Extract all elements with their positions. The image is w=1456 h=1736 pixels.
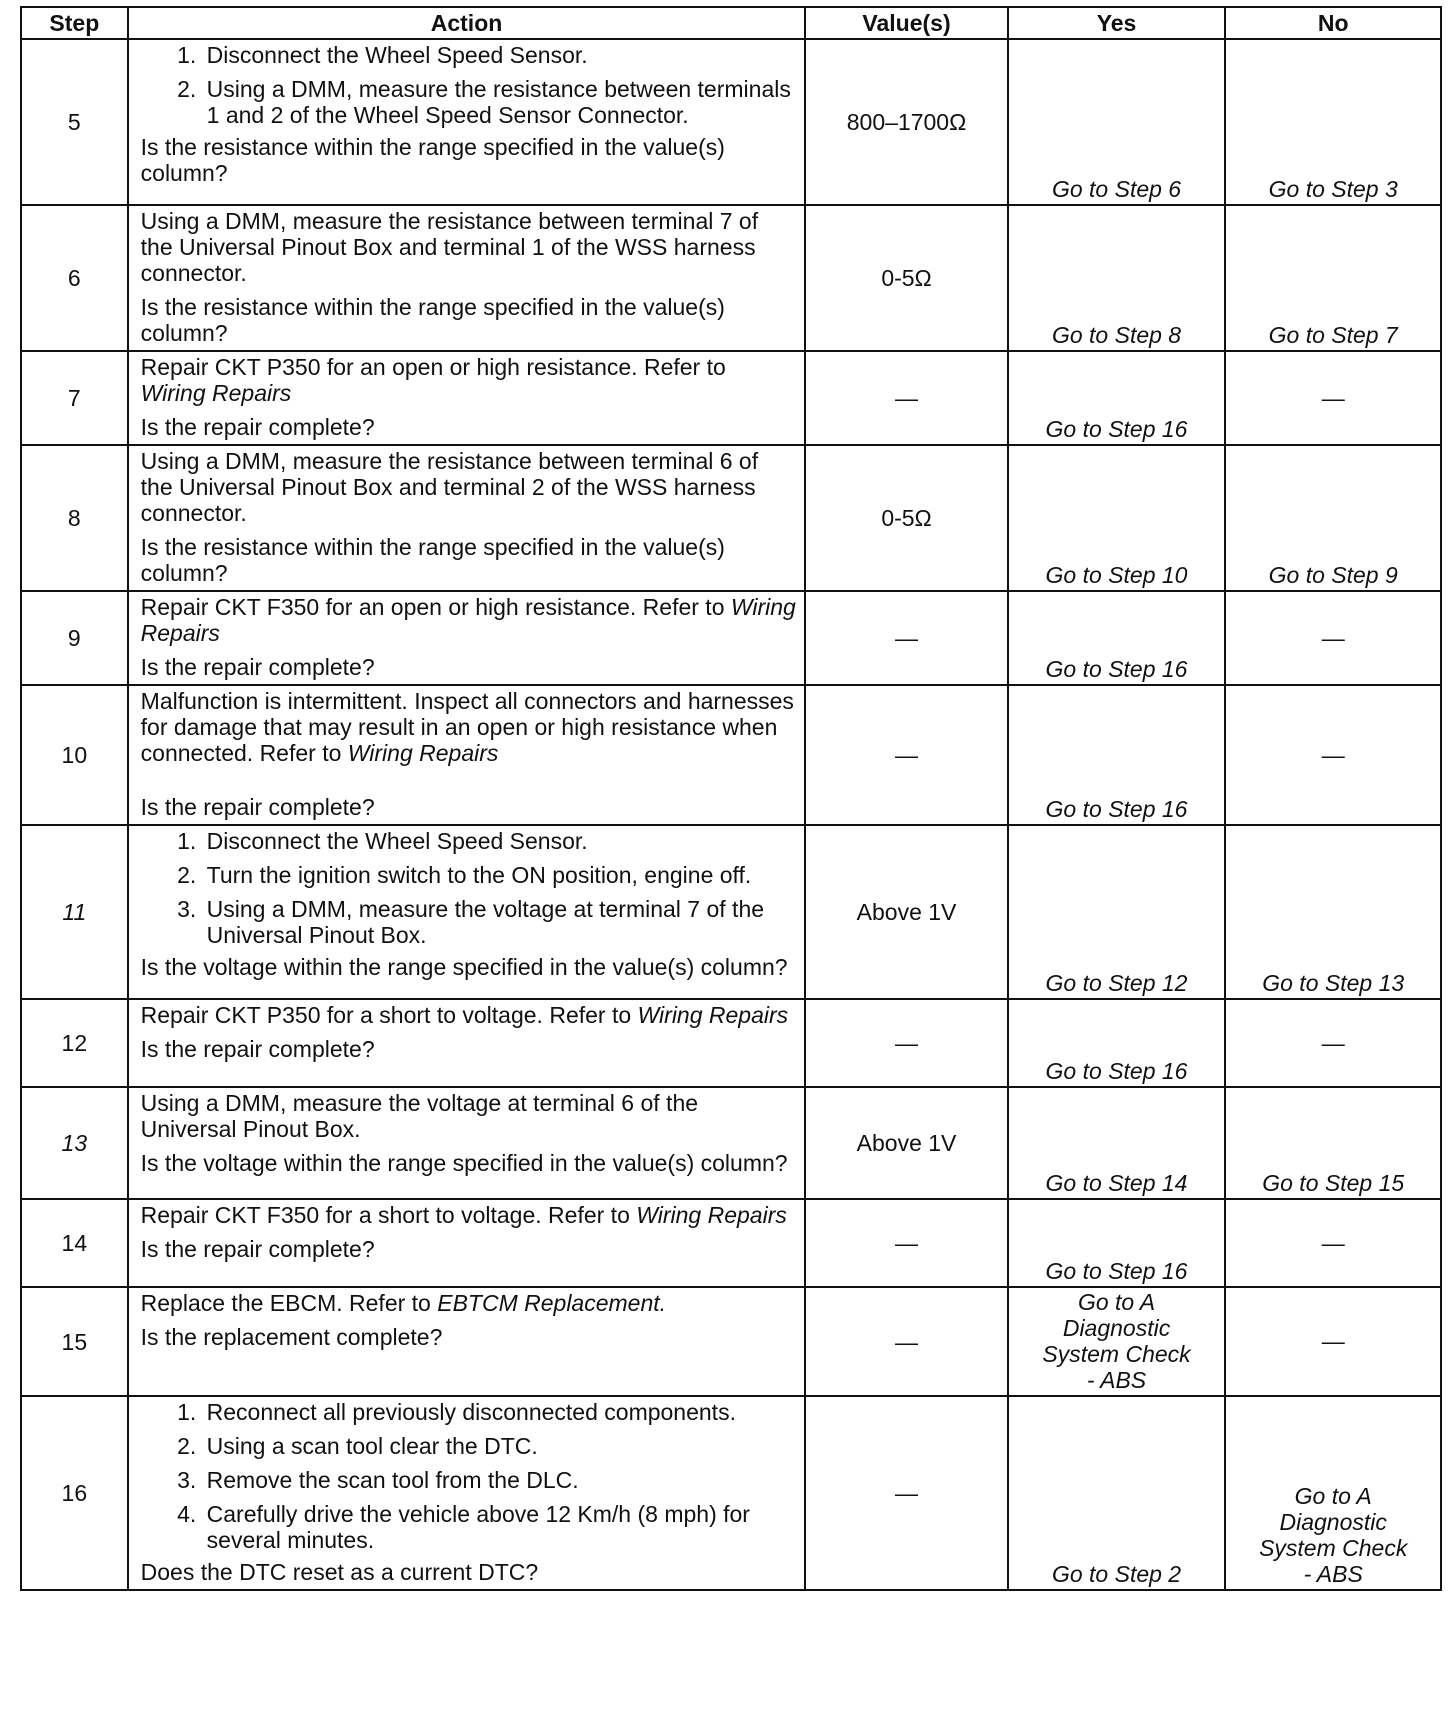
yes-cell: Go to Step 16 <box>1008 685 1226 825</box>
value-cell: — <box>805 1287 1007 1396</box>
action-instruction <box>141 1290 797 1316</box>
reference-link: EBTCM Replacement. <box>437 1290 667 1316</box>
action-cell <box>128 351 806 445</box>
no-cell: Go to Step 15 <box>1225 1087 1441 1199</box>
action-cell <box>128 1396 806 1590</box>
step-number: 10 <box>21 685 128 825</box>
step-number: 15 <box>21 1287 128 1396</box>
no-cell: — <box>1225 999 1441 1087</box>
header-action: Action <box>128 7 806 39</box>
table-body <box>21 39 1441 1590</box>
table-row <box>21 591 1441 685</box>
value-cell: — <box>805 351 1007 445</box>
action-step-item: 2. Using a DMM, measure the resistance between terminals 1 and 2 of the Wheel Speed Sensor Connector. <box>203 76 797 128</box>
action-steps-list <box>141 828 797 948</box>
yes-cell: Go to Step 2 <box>1008 1396 1226 1590</box>
action-cell <box>128 825 806 999</box>
value-cell: — <box>805 1199 1007 1287</box>
step-number: 16 <box>21 1396 128 1590</box>
table-row <box>21 825 1441 999</box>
no-cell: — <box>1225 1287 1441 1396</box>
step-number: 5 <box>21 39 128 205</box>
value-cell: Above 1V <box>805 825 1007 999</box>
table-row <box>21 1287 1441 1396</box>
action-step-item: 3. Remove the scan tool from the DLC. <box>203 1467 797 1493</box>
diagnostic-table-page <box>20 6 1442 1591</box>
action-step-item: 1. Disconnect the Wheel Speed Sensor. <box>203 828 797 854</box>
value-cell: 800–1700Ω <box>805 39 1007 205</box>
action-step-item: 1. Disconnect the Wheel Speed Sensor. <box>203 42 797 68</box>
no-cell: Go to Step 7 <box>1225 205 1441 351</box>
step-number: 6 <box>21 205 128 351</box>
yes-cell: Go to Step 16 <box>1008 999 1226 1087</box>
action-question: Does the DTC reset as a current DTC? <box>140 1559 539 1585</box>
yes-cell: Go to Step 10 <box>1008 445 1226 591</box>
action-cell <box>128 1199 806 1287</box>
table-row <box>21 1199 1441 1287</box>
action-question: Is the resistance within the range specified in the value(s) column? <box>140 134 725 186</box>
action-step-item: 4. Carefully drive the vehicle above 12 Km/h (8 mph) for several minutes. <box>203 1501 797 1553</box>
action-cell <box>128 685 806 825</box>
action-cell <box>128 1087 806 1199</box>
reference-link: Wiring Repairs <box>636 1202 787 1228</box>
no-cell: Go to Step 13 <box>1225 825 1441 999</box>
action-cell <box>128 591 806 685</box>
no-cell: Go to Step 3 <box>1225 39 1441 205</box>
action-step-item: 2. Turn the ignition switch to the ON position, engine off. <box>203 862 797 888</box>
step-number: 12 <box>21 999 128 1087</box>
table-row <box>21 1087 1441 1199</box>
value-cell: — <box>805 685 1007 825</box>
value-cell: — <box>805 1396 1007 1590</box>
action-question: Is the voltage within the range specified in the value(s) column? <box>140 1150 788 1176</box>
instruction-text: Repair CKT P350 for an open or high resistance. Refer to <box>140 354 726 380</box>
yes-cell: Go to Step 6 <box>1008 39 1226 205</box>
yes-cell: Go to Step 14 <box>1008 1087 1226 1199</box>
action-step-item: 2. Using a scan tool clear the DTC. <box>203 1433 797 1459</box>
instruction-text: Using a DMM, measure the resistance between terminal 7 of the Universal Pinout Box and terminal 1 of the WSS harness connector. <box>140 208 759 286</box>
yes-cell: Go to Step 16 <box>1008 1199 1226 1287</box>
action-question: Is the resistance within the range specified in the value(s) column? <box>140 294 725 346</box>
table-row <box>21 685 1441 825</box>
reference-link: Wiring Repairs <box>140 380 292 406</box>
instruction-text: Repair CKT F350 for a short to voltage. Refer to <box>140 1202 630 1228</box>
action-steps-list <box>141 1399 797 1553</box>
step-number: 9 <box>21 591 128 685</box>
instruction-text: Using a DMM, measure the resistance between terminal 6 of the Universal Pinout Box and terminal 2 of the WSS harness connector. <box>140 448 759 526</box>
action-steps-list <box>141 42 797 128</box>
action-instruction <box>141 594 797 646</box>
action-instruction <box>141 688 797 766</box>
yes-cell: Go to Step 12 <box>1008 825 1226 999</box>
action-question: Is the repair complete? <box>140 1236 375 1262</box>
action-question: Is the resistance within the range specified in the value(s) column? <box>140 534 725 586</box>
action-instruction <box>141 448 797 526</box>
value-cell: — <box>805 591 1007 685</box>
action-cell <box>128 1287 806 1396</box>
header-yes: Yes <box>1008 7 1226 39</box>
step-number: 14 <box>21 1199 128 1287</box>
action-instruction <box>141 1002 797 1028</box>
reference-link: Wiring Repairs <box>347 740 499 766</box>
action-question: Is the voltage within the range specified in the value(s) column? <box>140 954 788 980</box>
action-step-item: 3. Using a DMM, measure the voltage at terminal 7 of the Universal Pinout Box. <box>203 896 797 948</box>
yes-cell: Go to Step 8 <box>1008 205 1226 351</box>
reference-link: Wiring Repairs <box>637 1002 789 1028</box>
header-no: No <box>1225 7 1441 39</box>
table-row <box>21 39 1441 205</box>
reference-link: Wiring Repairs <box>140 594 796 646</box>
action-question: Is the repair complete? <box>140 654 375 680</box>
action-question: Is the repair complete? <box>140 1036 375 1062</box>
action-question: Is the repair complete? <box>140 794 375 820</box>
no-cell: Go to Step 9 <box>1225 445 1441 591</box>
header-step: Step <box>21 7 128 39</box>
yes-cell: Go to Step 16 <box>1008 351 1226 445</box>
value-cell: Above 1V <box>805 1087 1007 1199</box>
step-number: 13 <box>21 1087 128 1199</box>
no-cell: — <box>1225 1199 1441 1287</box>
header-values: Value(s) <box>805 7 1007 39</box>
value-cell: — <box>805 999 1007 1087</box>
no-cell: Go to A Diagnostic System Check - ABS <box>1225 1396 1441 1590</box>
action-cell <box>128 205 806 351</box>
instruction-text: Repair CKT P350 for a short to voltage. Refer to <box>140 1002 632 1028</box>
instruction-text: Repair CKT F350 for an open or high resistance. Refer to <box>140 594 725 620</box>
action-question: Is the replacement complete? <box>140 1324 443 1350</box>
action-instruction <box>141 208 797 286</box>
table-row <box>21 445 1441 591</box>
action-cell <box>128 999 806 1087</box>
table-row <box>21 205 1441 351</box>
table-row <box>21 351 1441 445</box>
no-cell: — <box>1225 591 1441 685</box>
action-cell <box>128 445 806 591</box>
step-number: 7 <box>21 351 128 445</box>
value-cell: 0-5Ω <box>805 445 1007 591</box>
step-number: 11 <box>21 825 128 999</box>
table-row <box>21 999 1441 1087</box>
table-row <box>21 1396 1441 1590</box>
instruction-text: Using a DMM, measure the voltage at terminal 6 of the Universal Pinout Box. <box>140 1090 699 1142</box>
no-cell: — <box>1225 351 1441 445</box>
action-instruction <box>141 1202 797 1228</box>
action-step-item: 1. Reconnect all previously disconnected components. <box>203 1399 797 1425</box>
instruction-text: Replace the EBCM. Refer to <box>140 1290 431 1316</box>
no-cell: — <box>1225 685 1441 825</box>
yes-cell: Go to Step 16 <box>1008 591 1226 685</box>
instruction-text: Malfunction is intermittent. Inspect all connectors and harnesses for damage that may result in an open or high resistance when connected. Refer to <box>140 688 794 766</box>
table-header-row <box>21 7 1441 39</box>
value-cell: 0-5Ω <box>805 205 1007 351</box>
action-question: Is the repair complete? <box>140 414 375 440</box>
diagnostic-table <box>20 6 1442 1591</box>
action-instruction <box>141 1090 797 1142</box>
action-instruction <box>141 354 797 406</box>
step-number: 8 <box>21 445 128 591</box>
action-cell <box>128 39 806 205</box>
yes-cell: Go to A Diagnostic System Check - ABS <box>1008 1287 1226 1396</box>
